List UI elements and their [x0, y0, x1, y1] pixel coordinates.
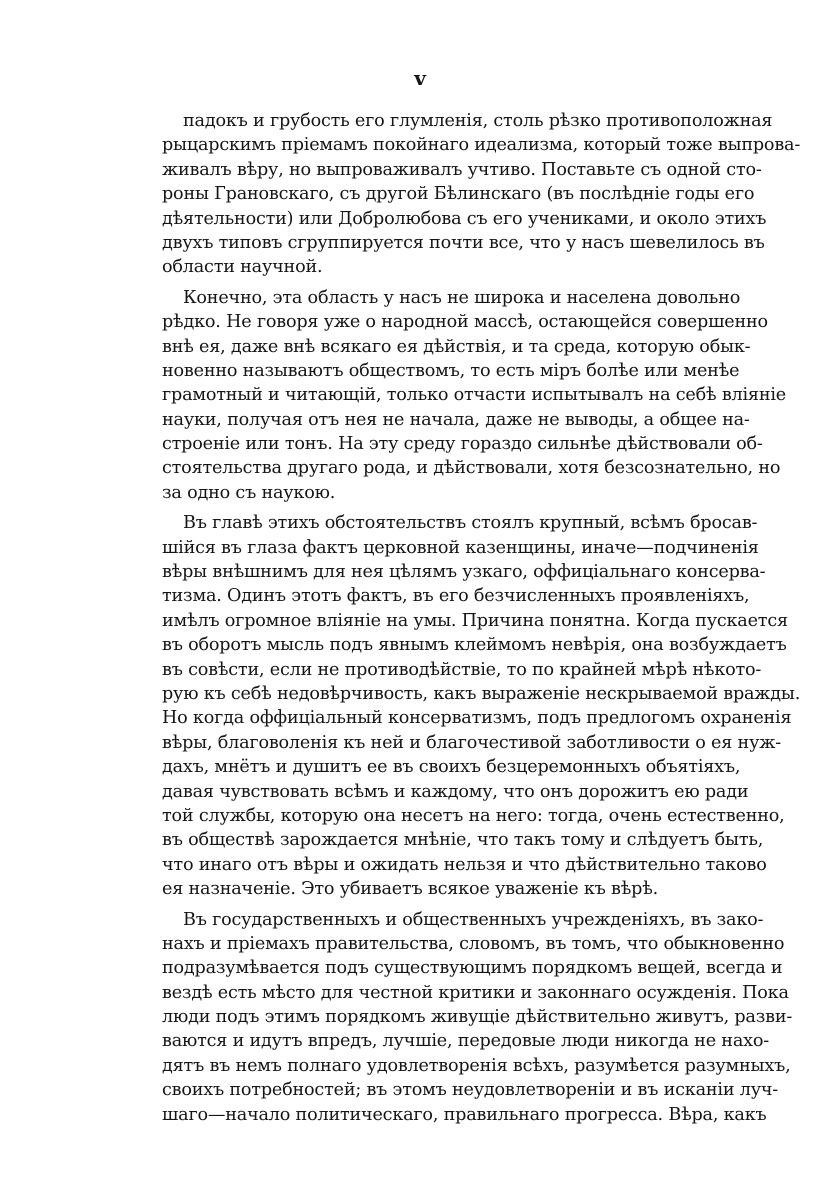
text-line: живалъ вѣру, но выпроваживалъ учтиво. Поставьте съ одной сто- [162, 159, 762, 180]
paragraph [162, 109, 801, 280]
text-line: что инаго отъ вѣры и ожидать нельзя и что дѣйствительно таково [162, 854, 767, 875]
text-line: имѣлъ огромное вліяніе на умы. Причина понятна. Когда пускается [162, 610, 788, 631]
text-line: за одно съ наукою. [162, 482, 336, 503]
text-line: въ обществѣ зарождается мнѣніе, что такъ тому и слѣдуетъ быть, [162, 830, 764, 851]
text-line: своихъ потребностей; въ этомъ неудовлетвореніи и въ исканіи луч- [162, 1080, 779, 1101]
paragraph [162, 286, 786, 506]
text-line: подразумѣвается подъ существующимъ порядкомъ вещей, всегда и [162, 958, 783, 979]
text-line: Въ государственныхъ и общественныхъ учрежденіяхъ, въ зако- [183, 909, 764, 930]
text-line: рую къ себѣ недовѣрчивость, какъ выраженіе нескрываемой вражды. [162, 683, 801, 704]
text-line: дахъ, мнётъ и душитъ ее въ своихъ безцеремонныхъ объятіяхъ, [162, 757, 741, 778]
text-line: ея назначеніе. Это убиваетъ всякое уваженіе къ вѣрѣ. [162, 879, 659, 900]
text-line: грамотный и читающій, только отчасти испытывалъ на себѣ вліяніе [162, 385, 786, 406]
text-line: Но когда оффиціальный консерватизмъ, подъ предлогомъ охраненія [162, 708, 792, 729]
text-line: люди подъ этимъ порядкомъ живущіе дѣйствительно живутъ, разви- [162, 1007, 793, 1028]
text-line: вездѣ есть мѣсто для честной критики и законнаго осужденія. Пока [162, 982, 789, 1003]
page-number: v [414, 66, 426, 90]
text-line: двухъ типовъ сгруппируется почти все, что у насъ шевелилось въ [162, 232, 765, 253]
text-line: Въ главѣ этихъ обстоятельствъ стоялъ крупный, всѣмъ бросав- [183, 513, 758, 534]
text-line: шаго—начало политическаго, правильнаго прогресса. Вѣра, какъ [162, 1104, 767, 1125]
text-line: давая чувствовать всѣмъ и каждому, что онъ дорожитъ ею ради [162, 781, 749, 802]
body-text [162, 109, 801, 1133]
text-line: строеніе или тонъ. На эту среду гораздо сильнѣе дѣйствовали об- [162, 434, 763, 455]
text-line: новенно называютъ обществомъ, то есть міръ болѣе или менѣе [162, 360, 740, 381]
text-line: рѣдко. Не говоря уже о народной массѣ, остающейся совершенно [162, 312, 768, 333]
text-line: роны Грановскаго, съ другой Бѣлинскаго (въ послѣдніе годы его [162, 184, 755, 205]
text-line: ваются и идутъ впредъ, лучшіе, передовые люди никогда не нахо- [162, 1031, 769, 1052]
text-line: области научной. [162, 257, 323, 278]
text-line: вѣры, благоволенія къ ней и благочестивой заботливости о ея нуж- [162, 732, 781, 753]
text-line: шійся въ глаза фактъ церковной казенщины, иначе—подчиненія [162, 537, 759, 558]
text-line: Конечно, эта область у насъ не широка и населена довольно [183, 287, 741, 308]
text-line: науки, получая отъ нея не начала, даже не выводы, а общее на- [162, 409, 750, 430]
text-line: стоятельства другаго рода, и дѣйствовали, хотя безсознательно, но [162, 458, 781, 479]
text-line: въ оборотъ мысль подъ явнымъ клеймомъ невѣрія, она возбуждаетъ [162, 635, 787, 656]
text-line: дѣятельности) или Добролюбова съ его учениками, и около этихъ [162, 208, 767, 229]
text-line: вѣры внѣшнимъ для нея цѣлямъ узкаго, оффиціальнаго консерва- [162, 562, 766, 583]
text-line: нахъ и пріемахъ правительства, словомъ, въ томъ, что обыкновенно [162, 933, 785, 954]
paragraph [162, 908, 793, 1128]
text-line: той службы, которую она несетъ на него: тогда, очень естественно, [162, 805, 785, 826]
text-line: въ совѣсти, если не противодѣйствіе, то по крайней мѣрѣ нѣкото- [162, 659, 762, 680]
text-line: тизма. Одинъ этотъ фактъ, въ его безчисленныхъ проявленіяхъ, [162, 586, 750, 607]
text-line: дятъ въ немъ полнаго удовлетворенія всѣхъ, разумѣется разумныхъ, [162, 1055, 791, 1076]
paragraph [162, 511, 801, 901]
text-line: падокъ и грубость его глумленія, столь рѣзко противоположная [183, 111, 773, 131]
text-line: внѣ ея, даже внѣ всякаго ея дѣйствія, и та среда, которую обык- [162, 336, 751, 357]
text-line: рыцарскимъ пріемамъ покойнаго идеализма, который тоже выпрова- [162, 135, 801, 156]
